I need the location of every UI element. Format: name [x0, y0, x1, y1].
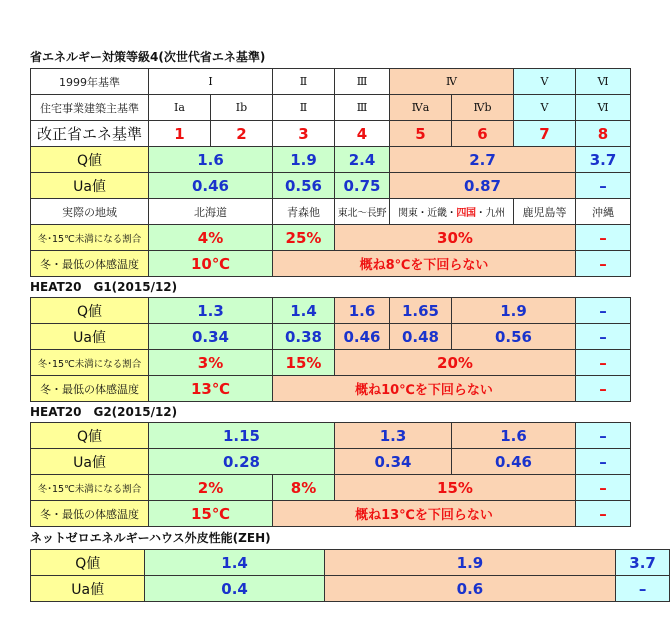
cell: Ⅲ [335, 69, 390, 95]
cell: 概ね10℃を下回らない [273, 376, 576, 402]
row-label: 冬･15℃未満になる割合 [31, 225, 149, 251]
cell: 0.6 [324, 576, 615, 602]
cell: 東北～長野 [335, 199, 390, 225]
row-q-value [31, 550, 670, 576]
section-title-2: HEAT20 G1(2015/12) [30, 280, 178, 294]
row-q-value [31, 147, 631, 173]
row-label: Ua値 [31, 173, 149, 199]
cell: 30% [335, 225, 576, 251]
table-heat20-g1 [30, 297, 631, 402]
cell: Ⅰa [149, 95, 211, 121]
cell: 0.46 [149, 173, 273, 199]
row-label: 冬・最低の体感温度 [31, 376, 149, 402]
cell: – [576, 475, 631, 501]
cell: 青森他 [273, 199, 335, 225]
cell: – [576, 423, 631, 449]
section-title-1: 省エネルギー対策等級4(次世代省エネ基準) [30, 50, 266, 64]
cell: Ⅰb [211, 95, 273, 121]
region-part: 関東・近畿・ [398, 208, 457, 219]
cell: 0.4 [145, 576, 324, 602]
cell: 0.48 [390, 324, 452, 350]
row-label: Ua値 [31, 324, 149, 350]
cell: 1.4 [273, 298, 335, 324]
cell: 1.9 [324, 550, 615, 576]
region-part: ・九州 [475, 208, 505, 219]
cell: 15% [335, 475, 576, 501]
cell: 4 [335, 121, 390, 147]
cell: – [576, 225, 631, 251]
cell: 13℃ [149, 376, 273, 402]
section-title-4: ネットゼロエネルギーハウス外皮性能(ZEH) [30, 531, 271, 545]
cell: 鹿児島等 [514, 199, 576, 225]
row-label: 冬･15℃未満になる割合 [31, 475, 149, 501]
cell: 2 [211, 121, 273, 147]
cell: 概ね8℃を下回らない [273, 251, 576, 277]
cell: 10℃ [149, 251, 273, 277]
cell: 25% [273, 225, 335, 251]
row-label: 改正省エネ基準 [31, 121, 149, 147]
cell: 3% [149, 350, 273, 376]
cell: 0.34 [335, 449, 452, 475]
cell: 0.28 [149, 449, 335, 475]
cell: 0.56 [452, 324, 576, 350]
cell: Ⅳa [390, 95, 452, 121]
row-min-temp [31, 376, 631, 402]
cell: 3 [273, 121, 335, 147]
cell: – [576, 350, 631, 376]
cell: Ⅲ [335, 95, 390, 121]
cell: 1.6 [335, 298, 390, 324]
table-zeh [30, 549, 670, 602]
cell: – [576, 376, 631, 402]
cell: Ⅴ [514, 69, 576, 95]
region-highlight: 四国 [456, 208, 476, 219]
row-ua-value [31, 173, 631, 199]
row-label: 冬・最低の体感温度 [31, 501, 149, 527]
cell: 2.4 [335, 147, 390, 173]
row-below15-ratio [31, 475, 631, 501]
row-label: 1999年基準 [31, 69, 149, 95]
cell: – [576, 449, 631, 475]
row-label: 冬・最低の体感温度 [31, 251, 149, 277]
cell: 0.46 [452, 449, 576, 475]
cell: – [616, 576, 670, 602]
cell: 0.38 [273, 324, 335, 350]
cell: 1.9 [452, 298, 576, 324]
row-min-temp [31, 251, 631, 277]
row-label: 冬･15℃未満になる割合 [31, 350, 149, 376]
cell: 1.4 [145, 550, 324, 576]
row-revised-standard [31, 121, 631, 147]
row-q-value [31, 423, 631, 449]
cell: 0.75 [335, 173, 390, 199]
cell: Ⅳb [452, 95, 514, 121]
cell: – [576, 298, 631, 324]
cell: – [576, 251, 631, 277]
cell: 5 [390, 121, 452, 147]
cell: 8 [576, 121, 631, 147]
cell: 0.56 [273, 173, 335, 199]
row-region [31, 199, 631, 225]
cell: 1.65 [390, 298, 452, 324]
row-label: 住宅事業建築主基準 [31, 95, 149, 121]
cell: 沖縄 [576, 199, 631, 225]
cell: – [576, 501, 631, 527]
row-label: Ua値 [31, 449, 149, 475]
cell: 2% [149, 475, 273, 501]
cell: 2.7 [390, 147, 576, 173]
table-heat20-g2 [30, 422, 631, 527]
cell: 6 [452, 121, 514, 147]
cell: – [576, 173, 631, 199]
cell: 20% [335, 350, 576, 376]
cell: 1.3 [149, 298, 273, 324]
row-label: Q値 [31, 550, 145, 576]
cell: Ⅳ [390, 69, 514, 95]
cell: 1.15 [149, 423, 335, 449]
row-ua-value [31, 449, 631, 475]
cell: Ⅰ [149, 69, 273, 95]
cell: 0.34 [149, 324, 273, 350]
cell: 4% [149, 225, 273, 251]
cell: 1.9 [273, 147, 335, 173]
cell: 1 [149, 121, 211, 147]
row-ua-value [31, 324, 631, 350]
cell: 0.46 [335, 324, 390, 350]
row-min-temp [31, 501, 631, 527]
section-title-3: HEAT20 G2(2015/12) [30, 405, 178, 419]
row-label: Ua値 [31, 576, 145, 602]
cell: 1.3 [335, 423, 452, 449]
cell: 3.7 [576, 147, 631, 173]
row-ua-value [31, 576, 670, 602]
row-1999-standard [31, 69, 631, 95]
cell: 15% [273, 350, 335, 376]
row-builder-standard [31, 95, 631, 121]
cell: 1.6 [149, 147, 273, 173]
row-label: Q値 [31, 298, 149, 324]
cell: 0.87 [390, 173, 576, 199]
cell: Ⅵ [576, 69, 631, 95]
cell: 3.7 [616, 550, 670, 576]
cell: 8% [273, 475, 335, 501]
table-energy-grade4 [30, 68, 631, 277]
row-below15-ratio [31, 225, 631, 251]
cell: 15℃ [149, 501, 273, 527]
row-label: Q値 [31, 423, 149, 449]
cell: Ⅱ [273, 95, 335, 121]
row-q-value [31, 298, 631, 324]
cell: Ⅴ [514, 95, 576, 121]
cell: 概ね13℃を下回らない [273, 501, 576, 527]
row-label: 実際の地域 [31, 199, 149, 225]
row-below15-ratio [31, 350, 631, 376]
cell: Ⅱ [273, 69, 335, 95]
cell: Ⅵ [576, 95, 631, 121]
cell: 7 [514, 121, 576, 147]
row-label: Q値 [31, 147, 149, 173]
cell: 1.6 [452, 423, 576, 449]
cell: – [576, 324, 631, 350]
cell: 北海道 [149, 199, 273, 225]
cell [390, 199, 514, 225]
